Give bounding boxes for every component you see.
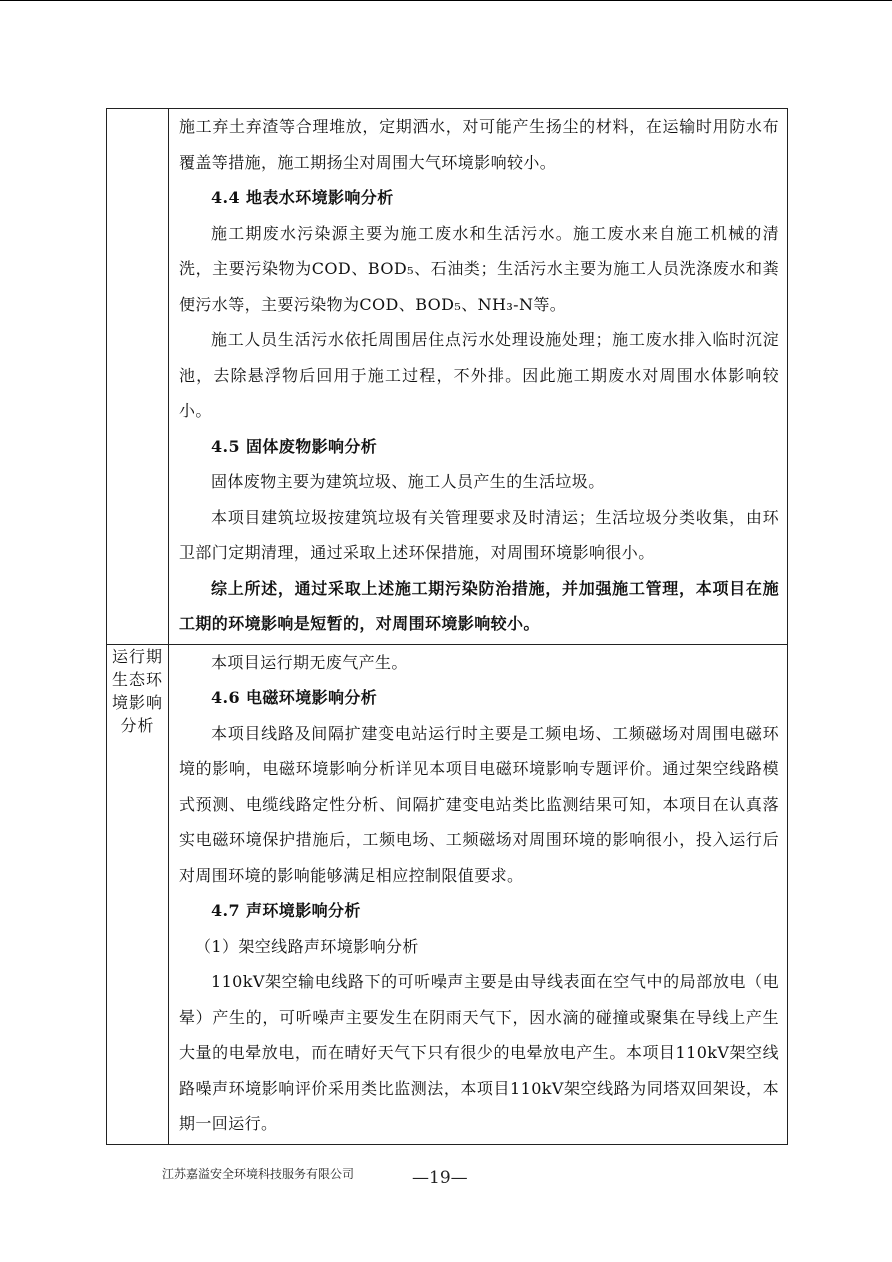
operation-content-cell — [169, 644, 788, 1144]
page-top-rule — [0, 0, 892, 1]
operation-content — [169, 645, 787, 1144]
paragraph: 110kV架空输电线路下的可听噪声主要是由导线表面在空气中的局部放电（电晕）产生的，可听噪声主要发生在阴雨天气下，因水滴的碰撞或聚集在导线上产生大量的电晕放电，而在晴好天气下只有很少的电晕放电产生。本项目110kV架空线路噪声环境影响评价采用类比监测法，本项目110kV架空线路为同塔双回架设，本期一回运行。 — [179, 972, 779, 1133]
row-label-empty — [107, 109, 169, 645]
section-heading: 4.4 地表水环境影响分析 — [211, 188, 394, 207]
paragraph: 本项目线路及间隔扩建变电站运行时主要是工频电场、工频磁场对周围电磁环境的影响，电磁环境影响分析详见本项目电磁环境影响专题评价。通过架空线路模式预测、电缆线路定性分析、间隔扩建变电站类比监测结果可知，本项目在认真落实电磁环境保护措施后，工频电场、工频磁场对周围环境的影响很小，投入运行后对周围环境的影响能够满足相应控制限值要求。 — [179, 723, 779, 885]
footer-company: 江苏嘉溢安全环境科技服务有限公司 — [162, 1167, 355, 1181]
paragraph: 施工人员生活污水依托周围居住点污水处理设施处理；施工废水排入临时沉淀池，去除悬浮物后回用于施工过程，不外排。因此施工期废水对周围水体影响较小。 — [179, 330, 779, 420]
paragraph: 施工期废水污染源主要为施工废水和生活污水。施工废水来自施工机械的清洗，主要污染物为COD、BOD₅、石油类；生活污水主要为施工人员洗涤废水和粪便污水等，主要污染物为COD、BOD₅、NH₃-N等。 — [179, 223, 779, 314]
summary-paragraph: 综上所述，通过采取上述施工期污染防治措施，并加强施工管理，本项目在施工期的环境影响是短暂的，对周围环境影响较小。 — [179, 578, 779, 633]
paragraph: 固体废物主要为建筑垃圾、施工人员产生的生活垃圾。 — [211, 472, 605, 491]
construction-period-row — [107, 109, 788, 645]
section-heading: 4.7 声环境影响分析 — [211, 901, 361, 920]
section-heading: 4.5 固体废物影响分析 — [211, 436, 378, 456]
row-label-operation — [107, 644, 169, 1144]
subheading: （1）架空线路声环境影响分析 — [195, 936, 419, 956]
assessment-table — [106, 108, 788, 1145]
operation-period-row — [107, 644, 788, 1144]
paragraph: 本项目运行期无废气产生。 — [211, 652, 408, 672]
operation-period-label: 运行期生态环境影响分析 — [111, 646, 163, 735]
continued-paragraph: 施工弃土弃渣等合理堆放，定期洒水，对可能产生扬尘的材料，在运输时用防水布覆盖等措施，施工期扬尘对周围大气环境影响较小。 — [179, 117, 779, 172]
construction-content — [169, 109, 787, 644]
construction-content-cell — [169, 109, 788, 645]
page-number: —19— — [412, 1168, 468, 1188]
section-heading: 4.6 电磁环境影响分析 — [211, 688, 378, 707]
paragraph: 本项目建筑垃圾按建筑垃圾有关管理要求及时清运；生活垃圾分类收集，由环卫部门定期清理，通过采取上述环保措施，对周围环境影响很小。 — [179, 507, 779, 562]
